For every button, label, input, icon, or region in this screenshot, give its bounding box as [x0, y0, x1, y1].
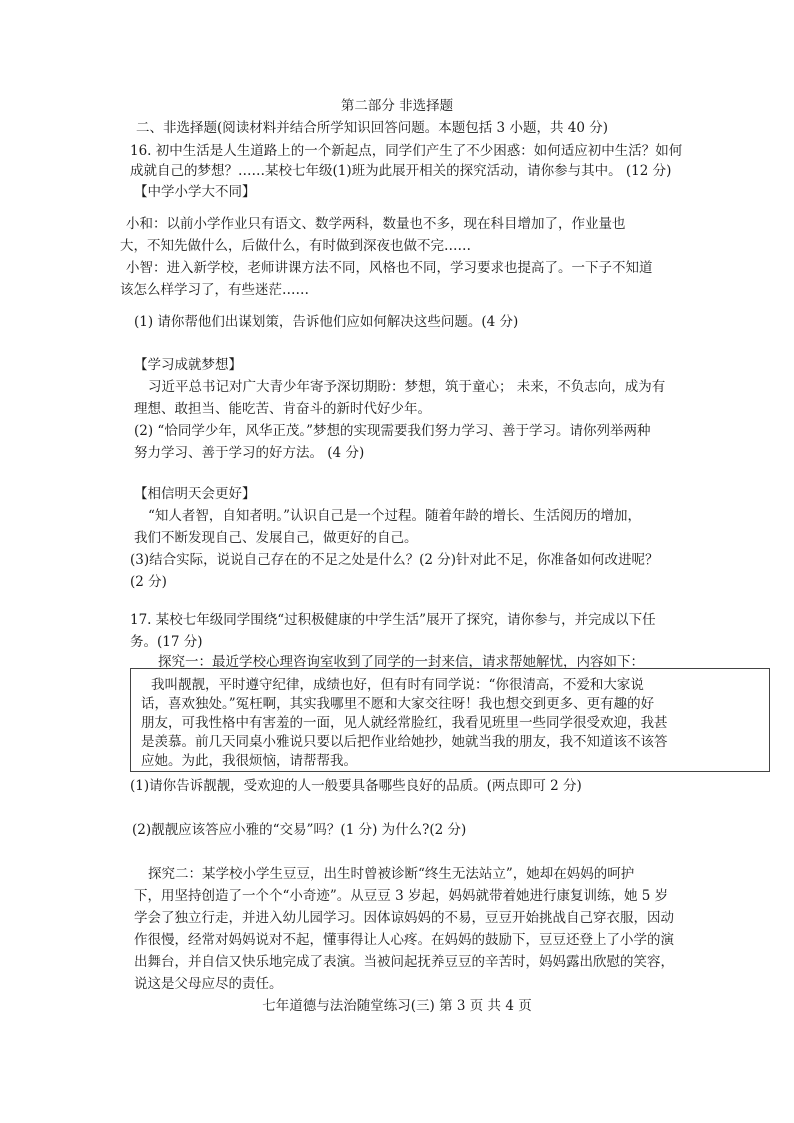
explore2-line: 探究二：某学校小学生豆豆，出生时曾被诊断“终生无法站立”，她却在妈妈的呵护: [148, 866, 635, 882]
letter-line: 我叫靓靓，平时遵守纪律，成绩也好，但有时有同学说：“你很清高，不爱和大家说: [151, 677, 644, 693]
xi-quote-line: 习近平总书记对广大青少年寄予深切期盼：梦想，筑于童心； 未来，不负志向，成为有: [148, 379, 666, 395]
xiaozhi-line: 该怎么样学习了，有些迷茫……: [120, 282, 309, 298]
q17-explore1: 探究一：最近学校心理咨询室收到了同学的一封来信，请求帮她解忧，内容如下：: [158, 654, 644, 670]
xiaozhi-line: 小智：进入新学校，老师讲课方法不同，风格也不同，学习要求也提高了。一下子不知道: [126, 260, 653, 276]
q16-sub1: (1) 请你帮他们出谋划策，告诉他们应如何解决这些问题。(4 分): [134, 314, 519, 330]
explore2-line: 学会了独立行走，并进入幼儿园学习。因体谅妈妈的不易，豆豆开始挑战自己穿衣服，因动: [134, 910, 674, 926]
letter-line: 应她。为此，我很烦恼，请帮帮我。: [141, 753, 357, 769]
page-footer: 七年道德与法治随堂练习(三) 第 3 页 共 4 页: [262, 998, 532, 1014]
explore2-line: 下，用坚持创造了一个个“小奇迹”。从豆豆 3 岁起，妈妈就带着她进行康复训练，她 5 岁: [134, 888, 669, 904]
q16-part3-title: 【相信明天会更好】: [134, 486, 256, 502]
letter-line: 朋友，可我性格中有害羞的一面，见人就经常脸红，我看见班里一些同学很受欢迎，我甚: [141, 715, 668, 731]
xi-quote-line: 理想、敢担当、能吃苦、肯奋斗的新时代好少年。: [134, 401, 431, 417]
q16-sub3-line: (3)结合实际，说说自己存在的不足之处是什么？(2 分)针对此不足，你准备如何改进呢？: [130, 552, 659, 568]
q17-intro-line: 务。(17 分): [130, 634, 203, 650]
explore2-line: 出舞台，并自信又快乐地完成了表演。当被问起抚养豆豆的辛苦时，妈妈露出欣慰的笑容，: [134, 954, 674, 970]
section-intro: 二、非选择题(阅读材料并结合所学知识回答问题。本题包括 3 小题，共 40 分): [136, 120, 608, 136]
q16-part1-title: 【中学小学大不同】: [134, 184, 256, 200]
letter-line: 话，喜欢独处。”冤枉啊，其实我哪里不愿和大家交往呀！我也想交到更多、更有趣的好: [141, 696, 655, 712]
letter-box: [130, 668, 770, 772]
q16-intro-line: 16. 初中生活是人生道路上的一个新起点，同学们产生了不少困惑：如何适应初中生活？如何: [130, 143, 683, 159]
q17-intro-line: 17. 某校七年级同学围绕“过积极健康的中学生活”展开了探究，请你参与，并完成以下任: [130, 612, 656, 628]
q16-intro-line: 成就自己的梦想？……某校七年级(1)班为此展开相关的探究活动，请你参与其中。 (12 分): [130, 163, 672, 179]
q17-sub2: (2)靓靓应该答应小雅的“交易”吗？(1 分) 为什么?(2 分): [132, 822, 467, 838]
explore2-line: 作很慢，经常对妈妈说对不起，懂事得让人心疼。在妈妈的鼓励下，豆豆还登上了小学的演: [134, 932, 674, 948]
letter-line: 是羡慕。前几天同桌小雅说只要以后把作业给她抄，她就当我的朋友，我不知道该不该答: [141, 734, 668, 750]
q16-sub2-line: (2) “恰同学少年，风华正茂。”梦想的实现需要我们努力学习、善于学习。请你列举两种: [134, 423, 651, 439]
zhi-quote-line: 我们不断发现自己、发展自己，做更好的自己。: [134, 530, 418, 546]
q16-part2-title: 【学习成就梦想】: [134, 357, 242, 373]
xiaohe-line: 小和：以前小学作业只有语文、数学两科，数量也不多，现在科目增加了，作业量也: [126, 216, 626, 232]
xiaohe-line: 大，不知先做什么，后做什么，有时做到深夜也做不完……: [120, 238, 471, 254]
part-title: 第二部分 非选择题: [340, 98, 454, 114]
q16-sub2-line: 努力学习、善于学习的好方法。 (4 分): [134, 445, 365, 461]
q16-sub3-line: (2 分): [130, 574, 167, 590]
zhi-quote-line: “知人者智，自知者明。”认识自己是一个过程。随着年龄的增长、生活阅历的增加，: [148, 508, 642, 524]
q17-sub1: (1)请你告诉靓靓，受欢迎的人一般要具备哪些良好的品质。(两点即可 2 分): [130, 778, 582, 794]
explore2-line: 说这是父母应尽的责任。: [134, 976, 283, 992]
